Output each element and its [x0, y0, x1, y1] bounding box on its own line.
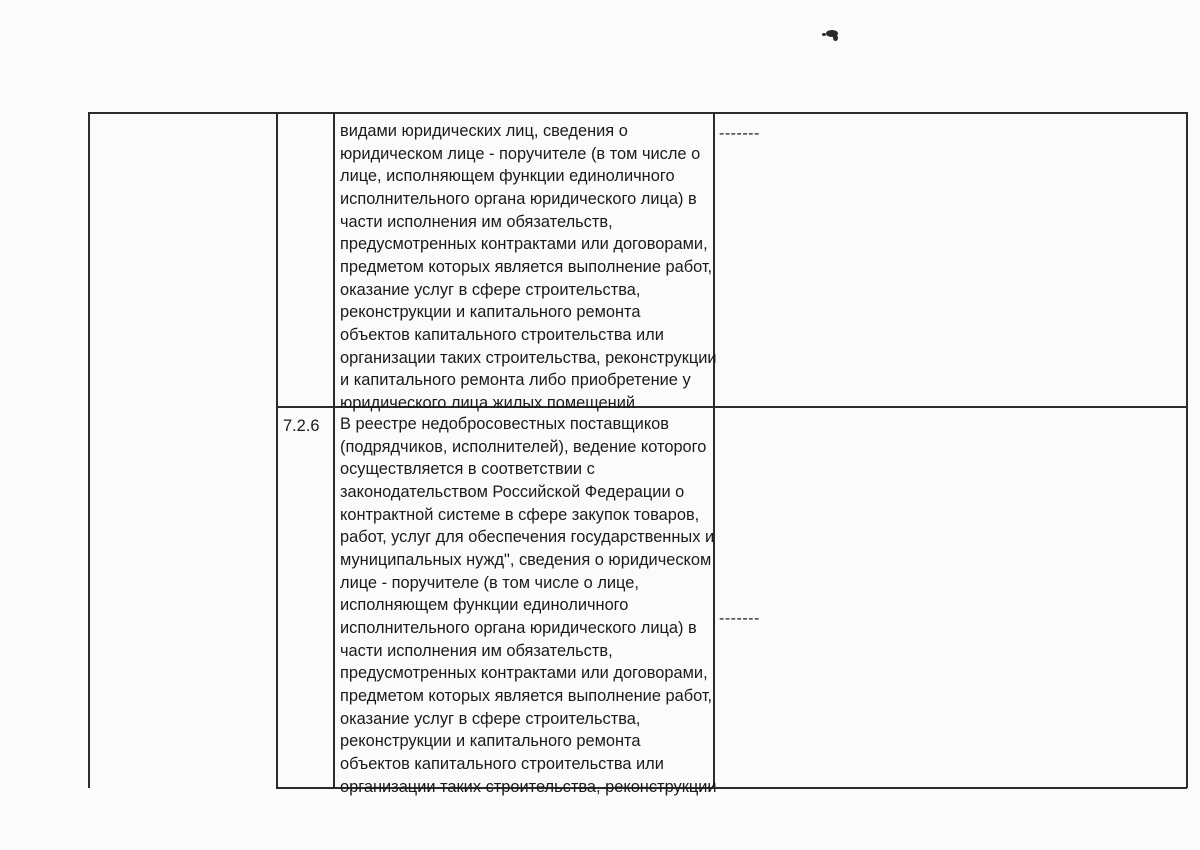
requirement-text [340, 120, 717, 415]
text-line: части исполнения им обязательств, [340, 641, 613, 660]
table-right-border [1186, 112, 1188, 788]
scan-speck [833, 35, 838, 41]
text-line: юридическом лице - поручителе (в том числе о [340, 144, 701, 163]
text-line: реконструкции и капитального ремонта [340, 732, 641, 751]
item-number: 7.2.6 [283, 417, 320, 435]
text-line: организации таких строительства, реконструкции [340, 348, 717, 367]
value-cell: ------- [719, 125, 760, 142]
text-line: исполнительного органа юридического лица) в [340, 618, 697, 637]
column-divider [276, 112, 278, 788]
text-line: работ, услуг для обеспечения государственных и [340, 528, 715, 547]
table-left-border [88, 112, 90, 788]
text-line: исполняющем функции единоличного [340, 596, 629, 615]
text-line: лице, исполняющем функции единоличного [340, 167, 675, 186]
text-line: исполнительного органа юридического лица) в [340, 189, 697, 208]
text-line: осуществляется в соответствии с [340, 460, 595, 479]
scan-speck [822, 33, 826, 36]
text-line: законодательством Российской Федерации о [340, 482, 685, 501]
text-line: предусмотренных контрактами или договорами, [340, 235, 708, 254]
text-line: лице - поручителе (в том числе о лице, [340, 573, 639, 592]
text-line: организации таких строительства, реконструкции [340, 777, 717, 796]
text-line: части исполнения им обязательств, [340, 212, 613, 231]
text-line: (подрядчиков, исполнителей), ведение которого [340, 437, 707, 456]
text-line: и капитального ремонта либо приобретение у [340, 371, 691, 390]
text-line: предметом которых является выполнение работ, [340, 686, 713, 705]
text-line: предусмотренных контрактами или договорами, [340, 664, 708, 683]
text-line: реконструкции и капитального ремонта [340, 303, 641, 322]
text-line: оказание услуг в сфере строительства, [340, 280, 641, 299]
text-line: муниципальных нужд", сведения о юридическом [340, 550, 712, 569]
column-divider [333, 112, 335, 788]
text-line: контрактной системе в сфере закупок товаров, [340, 505, 700, 524]
text-line: предметом которых является выполнение работ, [340, 257, 713, 276]
requirement-text [340, 413, 717, 798]
text-line: видами юридических лиц, сведения о [340, 122, 628, 140]
text-line: В реестре недобросовестных поставщиков [340, 415, 669, 433]
value-cell: ------- [719, 610, 760, 627]
text-line: объектов капитального строительства или [340, 754, 664, 773]
text-line: объектов капитального строительства или [340, 325, 664, 344]
text-line: юридического лица жилых помещений [340, 393, 636, 412]
table-top-border [88, 112, 1187, 114]
text-line: оказание услуг в сфере строительства, [340, 709, 641, 728]
